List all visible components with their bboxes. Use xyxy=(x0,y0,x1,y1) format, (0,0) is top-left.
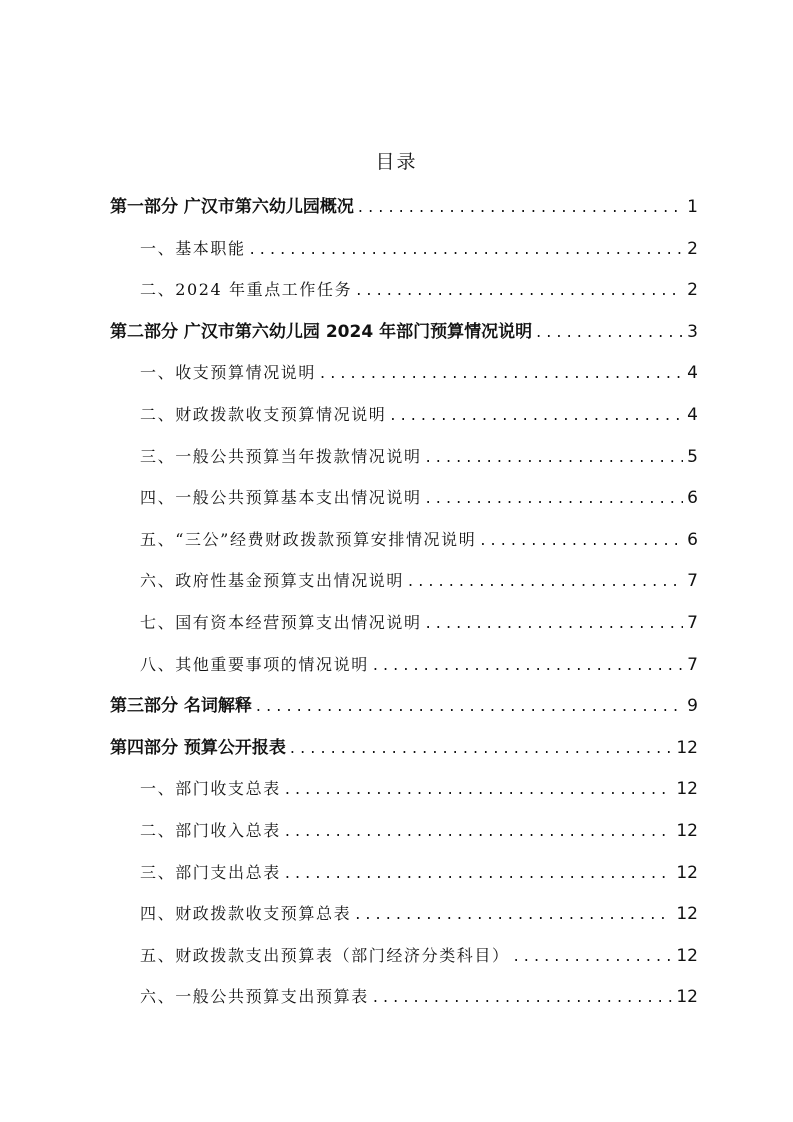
toc-entry-label: 五、“三公”经费财政拨款预算安排情况说明 xyxy=(140,529,477,549)
toc-entry-label: 八、其他重要事项的情况说明 xyxy=(140,654,369,674)
toc-entry-label: 四、一般公共预算基本支出情况说明 xyxy=(140,488,422,508)
dot-leader xyxy=(426,436,684,478)
toc-page-number: 5 xyxy=(687,446,698,467)
toc-entry-label: 第三部分 名词解释 xyxy=(110,696,252,717)
toc-page-number: 3 xyxy=(687,321,698,342)
dot-leader xyxy=(250,228,684,270)
dot-leader xyxy=(290,727,672,769)
toc-page-number: 6 xyxy=(687,488,698,509)
dot-leader xyxy=(256,685,683,727)
toc-entry-label: 二、2024 年重点工作任务 xyxy=(140,280,353,300)
toc-page-number: 6 xyxy=(687,529,698,550)
toc-page-number: 2 xyxy=(687,280,698,301)
toc-entry-1-1[interactable] xyxy=(110,228,698,270)
dot-leader xyxy=(285,768,673,810)
toc-entry-label: 一、部门收支总表 xyxy=(140,779,281,799)
toc-page-number: 1 xyxy=(687,197,698,217)
toc-page-number: 7 xyxy=(687,654,698,675)
toc-page-number: 2 xyxy=(687,238,698,259)
dot-leader xyxy=(356,269,683,311)
toc-entry-2-2[interactable] xyxy=(110,394,698,436)
dot-leader xyxy=(426,602,684,644)
toc-page-number: 12 xyxy=(676,820,698,841)
toc-entry-2-7[interactable] xyxy=(110,602,698,644)
toc-page-number: 12 xyxy=(676,779,698,800)
toc-page-number: 12 xyxy=(676,904,698,925)
toc-entry-4-2[interactable] xyxy=(110,810,698,852)
dot-leader xyxy=(480,519,683,561)
toc-entry-part-2[interactable] xyxy=(110,311,698,353)
toc-page-number: 12 xyxy=(676,987,698,1008)
toc-page-number: 7 xyxy=(687,571,698,592)
toc-entry-label: 一、基本职能 xyxy=(140,238,246,258)
toc-page-number: 12 xyxy=(676,862,698,883)
toc-entry-part-3[interactable] xyxy=(110,685,698,727)
dot-leader xyxy=(390,394,683,436)
toc-page-number: 9 xyxy=(687,696,698,717)
toc-entry-2-6[interactable] xyxy=(110,560,698,602)
dot-leader xyxy=(373,976,673,1018)
toc-entry-label: 第二部分 广汉市第六幼儿园 2024 年部门预算情况说明 xyxy=(110,321,533,342)
toc-page-number: 12 xyxy=(676,945,698,966)
toc-entry-4-5[interactable] xyxy=(110,935,698,977)
toc-entry-label: 六、政府性基金预算支出情况说明 xyxy=(140,571,405,591)
toc-entry-label: 四、财政拨款收支预算总表 xyxy=(140,904,352,924)
toc-entry-4-4[interactable] xyxy=(110,893,698,935)
toc-entry-label: 三、一般公共预算当年拨款情况说明 xyxy=(140,446,422,466)
toc-entry-4-3[interactable] xyxy=(110,852,698,894)
dot-leader xyxy=(536,311,683,353)
dot-leader xyxy=(373,644,683,686)
toc-entry-part-1[interactable] xyxy=(110,186,698,228)
dot-leader xyxy=(355,893,672,935)
toc-entry-2-5[interactable] xyxy=(110,519,698,561)
toc-entry-2-3[interactable] xyxy=(110,436,698,478)
toc-entry-label: 二、部门收入总表 xyxy=(140,820,281,840)
toc-entry-label: 一、收支预算情况说明 xyxy=(140,363,317,383)
dot-leader xyxy=(285,810,673,852)
dot-leader xyxy=(285,852,673,894)
dot-leader xyxy=(408,560,683,602)
toc-page-number: 7 xyxy=(687,612,698,633)
dot-leader xyxy=(320,352,683,394)
toc-entry-2-8[interactable] xyxy=(110,644,698,686)
toc-entry-label: 五、财政拨款支出预算表（部门经济分类科目） xyxy=(140,945,510,965)
dot-leader xyxy=(514,935,673,977)
toc-page-number: 4 xyxy=(687,363,698,384)
toc-entry-4-6[interactable] xyxy=(110,976,698,1018)
toc-entry-part-4[interactable] xyxy=(110,727,698,769)
toc-entry-2-1[interactable] xyxy=(110,352,698,394)
toc-entry-2-4[interactable] xyxy=(110,477,698,519)
toc-entry-label: 七、国有资本经营预算支出情况说明 xyxy=(140,612,422,632)
toc-entry-4-1[interactable] xyxy=(110,768,698,810)
toc-entry-1-2[interactable] xyxy=(110,269,698,311)
toc-entry-label: 二、财政拨款收支预算情况说明 xyxy=(140,404,387,424)
toc-entry-label: 第四部分 预算公开报表 xyxy=(110,737,286,758)
dot-leader xyxy=(426,477,684,519)
toc-entry-label: 六、一般公共预算支出预算表 xyxy=(140,987,369,1007)
dot-leader xyxy=(358,186,683,228)
toc-title: 目录 xyxy=(375,151,418,173)
toc-entry-label: 三、部门支出总表 xyxy=(140,862,281,882)
toc-page-number: 4 xyxy=(687,404,698,425)
toc-page-number: 12 xyxy=(676,737,698,758)
table-of-contents xyxy=(110,186,698,1018)
toc-entry-label: 第一部分 广汉市第六幼儿园概况 xyxy=(110,197,354,217)
